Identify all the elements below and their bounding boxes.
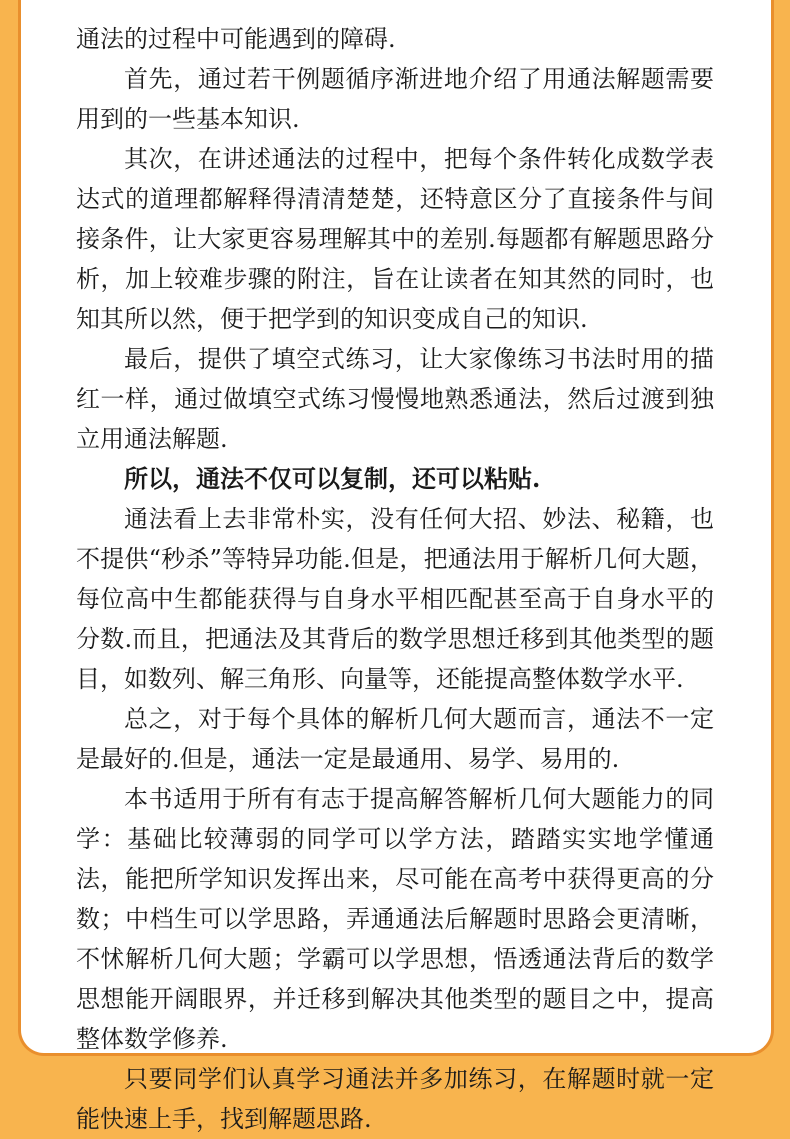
paragraph-highlight: 所以，通法不仅可以复制，还可以粘贴. bbox=[124, 464, 541, 493]
paragraph-closing: 只要同学们认真学习通法并多加练习，在解题时就一定能快速上手，找到解题思路. bbox=[76, 1065, 714, 1133]
paragraph-summary: 总之，对于每个具体的解析几何大题而言，通法不一定是最好的.但是，通法一定是最通用、易学、易用的. bbox=[76, 705, 714, 773]
paragraph-plain: 通法看上去非常朴实，没有任何大招、妙法、秘籍，也不提供“秒杀”等特异功能.但是，把通法用于解析几何大题，每位高中生都能获得与自身水平相匹配甚至高于自身水平的分数.而且，把通法及其背后的数学思想迁移到其他类型的题目，如数列、解三角形、向量等，还能提高整体数学水平. bbox=[76, 505, 714, 693]
paragraph-continuation: 通法的过程中可能遇到的障碍. bbox=[76, 25, 396, 53]
paragraph-second: 其次，在讲述通法的过程中，把每个条件转化成数学表达式的道理都解释得清清楚楚，还特意区分了直接条件与间接条件，让大家更容易理解其中的差别.每题都有解题思路分析，加上较难步骤的附注，旨在让读者在知其然的同时，也知其所以然，便于把学到的知识变成自己的知识. bbox=[76, 145, 714, 333]
paragraph-last: 最后，提供了填空式练习，让大家像练习书法时用的描红一样，通过做填空式练习慢慢地熟悉通法，然后过渡到独立用通法解题. bbox=[76, 345, 714, 453]
paragraph-first: 首先，通过若干例题循序渐进地介绍了用通法解题需要用到的一些基本知识. bbox=[76, 65, 714, 133]
body-text bbox=[76, 19, 714, 1139]
paragraph-audience: 本书适用于所有有志于提高解答解析几何大题能力的同学：基础比较薄弱的同学可以学方法，踏踏实实地学懂通法，能把所学知识发挥出来，尽可能在高考中获得更高的分数；中档生可以学思路，弄通通法后解题时思路会更清晰，不怵解析几何大题；学霸可以学思想，悟透通法背后的数学思想能开阔眼界，并迁移到解决其他类型的题目之中，提高整体数学修养. bbox=[76, 785, 714, 1053]
